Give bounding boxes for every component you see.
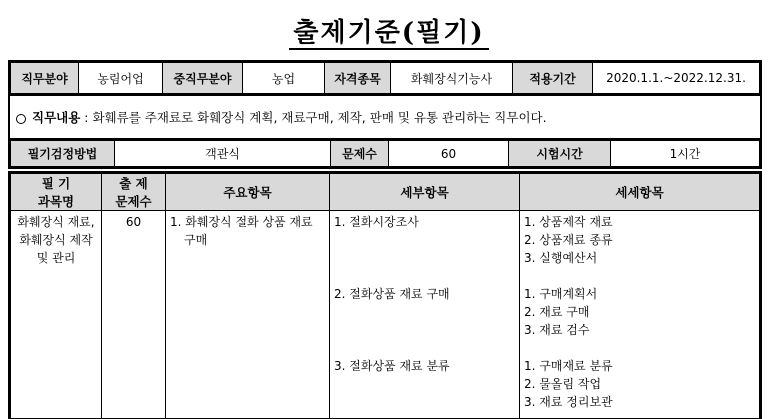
subdetail-item: 1. 상품제작 재료 bbox=[524, 215, 613, 229]
count-header-line2: 문제수 bbox=[115, 194, 152, 209]
circle-bullet-icon bbox=[16, 114, 26, 124]
subject-header-line2: 과목명 bbox=[37, 194, 75, 209]
subdetail-item: 3. 재료 정리보관 bbox=[524, 395, 613, 409]
subdetail-header: 세세항목 bbox=[520, 174, 760, 211]
main-item-line: 구매 bbox=[184, 233, 208, 247]
sub-field-label: 중직무분야 bbox=[163, 63, 243, 94]
period-label: 적용기간 bbox=[513, 63, 593, 94]
job-desc-text: : 화훼류를 주재료로 화훼장식 계획, 재료구매, 제작, 판매 및 유통 관리하는 직무이다. bbox=[84, 110, 547, 125]
detail-header: 세부항목 bbox=[330, 174, 520, 211]
count-value: 60 bbox=[389, 141, 509, 167]
info-row bbox=[8, 60, 762, 96]
criteria-table bbox=[8, 171, 762, 419]
detail-item: 3. 절화상품 재료 분류 bbox=[334, 359, 450, 373]
subdetail-item: 3. 실행예산서 bbox=[524, 251, 598, 265]
count-header bbox=[102, 174, 166, 211]
job-field-label: 직무분야 bbox=[11, 63, 79, 94]
count-cell: 60 bbox=[102, 211, 166, 419]
period-value: 2020.1.1.~2022.12.31. bbox=[593, 63, 760, 94]
subject-header bbox=[11, 174, 102, 211]
count-label: 문제수 bbox=[331, 141, 389, 167]
detail-item: 2. 절화상품 재료 구매 bbox=[334, 287, 450, 301]
subject-header-line1: 필 기 bbox=[41, 176, 71, 191]
main-item-header: 주요항목 bbox=[166, 174, 330, 211]
subdetail-item: 1. 구매계획서 bbox=[524, 287, 598, 301]
time-label: 시험시간 bbox=[509, 141, 611, 167]
job-desc-label: 직무내용 bbox=[32, 110, 81, 125]
page-title bbox=[0, 12, 778, 49]
subject-cell bbox=[11, 211, 102, 419]
main-item-cell bbox=[166, 211, 330, 419]
sub-field-value: 농업 bbox=[243, 63, 325, 94]
detail-item: 1. 절화시장조사 bbox=[334, 215, 419, 229]
method-label: 필기검정방법 bbox=[11, 141, 115, 167]
job-field-value: 농림어업 bbox=[79, 63, 163, 94]
subject-line: 화훼장식 재료, bbox=[17, 215, 95, 229]
detail-cell bbox=[330, 211, 520, 419]
subdetail-item: 3. 재료 검수 bbox=[524, 323, 590, 337]
title-text: 출제기준(필기) bbox=[289, 18, 488, 50]
subject-line: 화훼장식 제작 bbox=[19, 233, 93, 247]
cert-label: 자격종목 bbox=[325, 63, 391, 94]
subdetail-item: 2. 재료 구매 bbox=[524, 305, 590, 319]
time-value: 1시간 bbox=[611, 141, 760, 167]
job-desc-row bbox=[8, 96, 762, 140]
subdetail-item: 2. 물올림 작업 bbox=[524, 377, 602, 391]
subject-line: 및 관리 bbox=[36, 251, 76, 265]
count-header-line1: 출 제 bbox=[119, 176, 148, 191]
main-item-line: 1. 화훼장식 절화 상품 재료 bbox=[170, 215, 313, 229]
method-value: 객관식 bbox=[115, 141, 331, 167]
subdetail-cell bbox=[520, 211, 760, 419]
subdetail-item: 1. 구매재료 분류 bbox=[524, 359, 613, 373]
exam-row bbox=[8, 140, 762, 169]
subdetail-item: 2. 상품재료 종류 bbox=[524, 233, 613, 247]
cert-value: 화훼장식기능사 bbox=[391, 63, 513, 94]
